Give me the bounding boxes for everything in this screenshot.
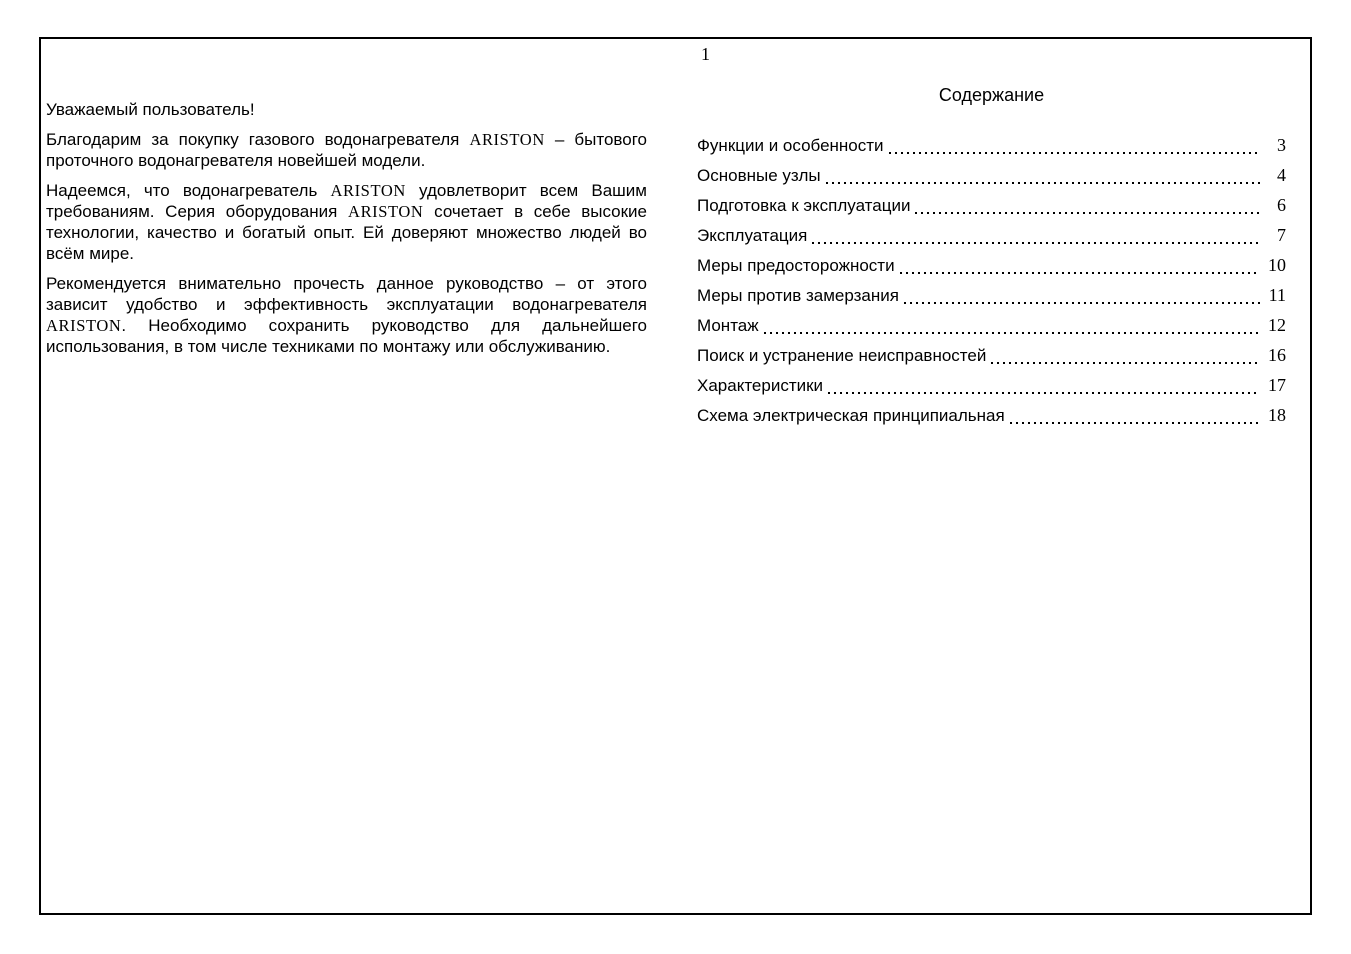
toc-item-label: Характеристики bbox=[697, 376, 824, 395]
paragraph-text-run: . Необходимо сохранить руководство для дальнейшего использования, в том числе техниками по монтажу или обслуживанию. bbox=[46, 316, 647, 356]
salutation: Уважаемый пользователь! bbox=[46, 100, 255, 119]
toc-section bbox=[697, 84, 1286, 435]
toc-leader-dots bbox=[889, 142, 1260, 154]
toc-leader-dots bbox=[1010, 412, 1260, 424]
intro-section bbox=[46, 99, 647, 366]
toc-row bbox=[697, 225, 1286, 255]
intro-paragraph bbox=[46, 273, 647, 357]
toc-row bbox=[697, 315, 1286, 345]
toc-item-page: 16 bbox=[1268, 345, 1286, 365]
toc-item-page: 18 bbox=[1268, 405, 1286, 425]
toc-item-page: 12 bbox=[1268, 315, 1286, 335]
paragraph-text-run: сочетает в себе высокие технологии, качество и богатый опыт. Ей доверяют множество людей во всём мире. bbox=[46, 202, 648, 263]
toc-item-label: Подготовка к эксплуатации bbox=[697, 196, 911, 215]
paragraph-text-run: Благодарим за покупку газового водонагревателя bbox=[46, 130, 470, 149]
toc-row bbox=[697, 255, 1286, 285]
toc-item-page: 17 bbox=[1268, 375, 1286, 395]
toc-item-label: Меры предосторожности bbox=[697, 256, 895, 275]
paragraph-text-run: удовлетворит всем Вашим требованиям. Серия оборудования bbox=[46, 181, 647, 221]
toc-list bbox=[697, 135, 1286, 435]
paragraph-text-run: – бытового проточного водонагревателя новейшей модели. bbox=[46, 130, 647, 170]
toc-item-label: Монтаж bbox=[697, 316, 759, 335]
toc-leader-dots bbox=[991, 352, 1260, 364]
paragraph-text-run: Надеемся, что водонагреватель bbox=[46, 181, 331, 200]
brand-name: ARISTON bbox=[348, 202, 424, 221]
toc-leader-dots bbox=[828, 382, 1260, 394]
toc-item-label: Меры против замерзания bbox=[697, 286, 899, 305]
toc-item-page: 3 bbox=[1277, 135, 1286, 155]
toc-item-page: 7 bbox=[1277, 225, 1286, 245]
toc-leader-dots bbox=[812, 232, 1260, 244]
toc-item-page: 10 bbox=[1268, 255, 1286, 275]
toc-item-page: 4 bbox=[1277, 165, 1286, 185]
toc-row bbox=[697, 375, 1286, 405]
toc-row bbox=[697, 135, 1286, 165]
toc-item-page: 11 bbox=[1268, 285, 1286, 305]
intro-paragraph bbox=[46, 180, 647, 264]
toc-row bbox=[697, 405, 1286, 435]
toc-title: Содержание bbox=[938, 85, 1045, 105]
intro-paragraphs bbox=[46, 129, 647, 357]
paragraph-text-run: Рекомендуется внимательно прочесть данное руководство – от этого зависит удобство и эффективность эксплуатации водонагревателя bbox=[46, 274, 647, 314]
page-number: 1 bbox=[701, 44, 710, 64]
toc-leader-dots bbox=[764, 322, 1260, 334]
toc-item-label: Схема электрическая принципиальная bbox=[697, 406, 1005, 425]
toc-item-label: Основные узлы bbox=[697, 166, 821, 185]
toc-item-label: Поиск и устранение неисправностей bbox=[697, 346, 987, 365]
brand-name: ARISTON bbox=[46, 316, 122, 335]
toc-row bbox=[697, 285, 1286, 315]
toc-leader-dots bbox=[900, 262, 1260, 274]
toc-row bbox=[697, 165, 1286, 195]
toc-item-label: Эксплуатация bbox=[697, 226, 808, 245]
toc-item-label: Функции и особенности bbox=[697, 136, 884, 155]
brand-name: ARISTON bbox=[330, 181, 406, 200]
toc-leader-dots bbox=[904, 292, 1260, 304]
toc-row bbox=[697, 345, 1286, 375]
intro-paragraph bbox=[46, 129, 647, 171]
brand-name: ARISTON bbox=[469, 130, 545, 149]
toc-leader-dots bbox=[826, 172, 1260, 184]
toc-item-page: 6 bbox=[1277, 195, 1286, 215]
toc-row bbox=[697, 195, 1286, 225]
toc-leader-dots bbox=[915, 202, 1260, 214]
